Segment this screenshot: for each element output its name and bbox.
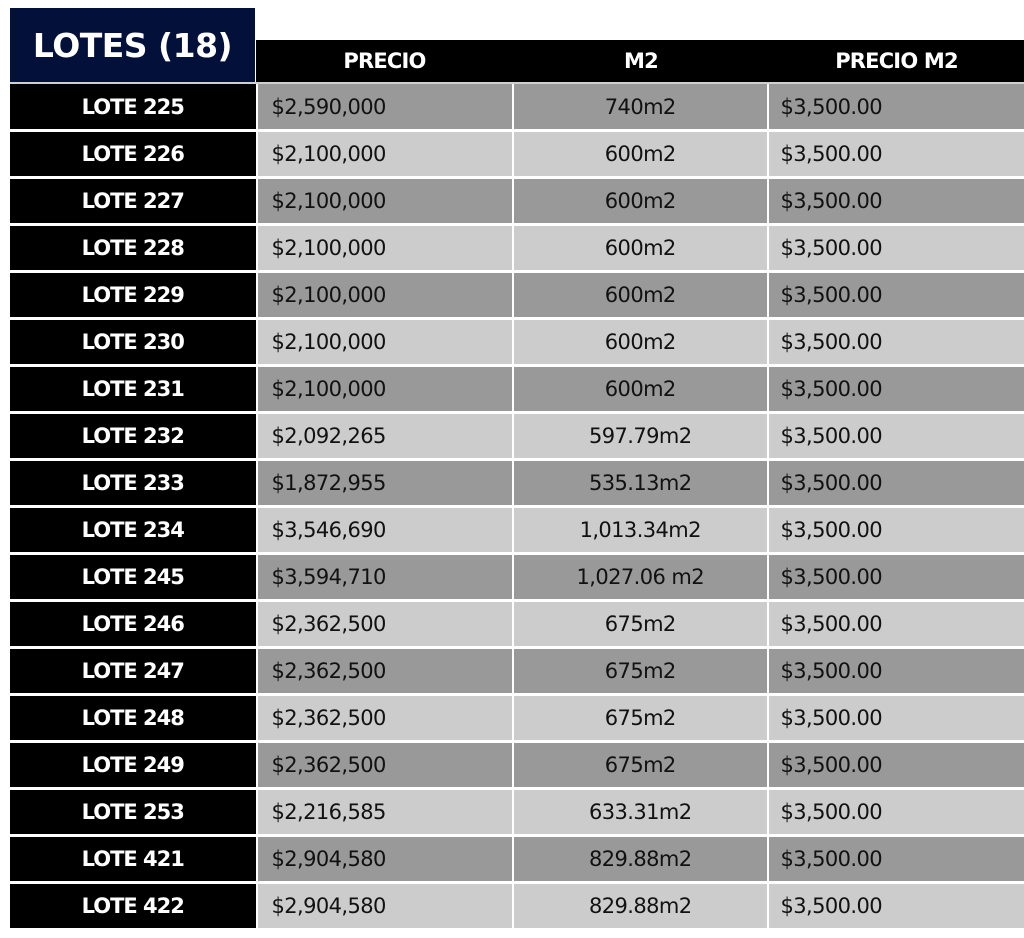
precio-cell: $2,092,265: [258, 414, 513, 458]
m2-cell: 1,013.34m2: [514, 508, 766, 552]
precio-cell: $1,872,955: [258, 461, 513, 505]
precio-m2-cell: $3,500.00: [769, 602, 1024, 646]
precio-cell: $2,100,000: [258, 132, 513, 176]
precio-cell: $2,100,000: [258, 226, 513, 270]
m2-cell: 535.13m2: [514, 461, 766, 505]
precio-m2-cell: $3,500.00: [769, 226, 1024, 270]
table-row: [10, 693, 1024, 740]
lote-cell: LOTE 234: [10, 508, 256, 552]
precio-cell: $2,100,000: [258, 320, 513, 364]
precio-m2-cell: $3,500.00: [769, 461, 1024, 505]
table-row: [10, 787, 1024, 834]
table-row: [10, 270, 1024, 317]
precio-cell: $2,362,500: [258, 602, 513, 646]
lote-cell: LOTE 248: [10, 696, 256, 740]
precio-cell: $3,546,690: [258, 508, 513, 552]
table-row: [10, 552, 1024, 599]
m2-cell: 829.88m2: [514, 884, 766, 928]
table-title: LOTES (18): [10, 8, 255, 82]
m2-cell: 600m2: [514, 273, 766, 317]
lote-cell: LOTE 226: [10, 132, 256, 176]
precio-m2-cell: $3,500.00: [769, 508, 1024, 552]
precio-m2-cell: $3,500.00: [769, 743, 1024, 787]
lote-cell: LOTE 246: [10, 602, 256, 646]
precio-m2-cell: $3,500.00: [769, 555, 1024, 599]
m2-cell: 633.31m2: [514, 790, 766, 834]
precio-cell: $2,100,000: [258, 273, 513, 317]
m2-cell: 600m2: [514, 367, 766, 411]
table-row: [10, 646, 1024, 693]
header-m2: M2: [624, 49, 658, 73]
precio-m2-cell: $3,500.00: [769, 837, 1024, 881]
precio-m2-cell: $3,500.00: [769, 273, 1024, 317]
m2-cell: 600m2: [514, 132, 766, 176]
table-row: [10, 411, 1024, 458]
precio-cell: $2,590,000: [258, 84, 513, 129]
precio-m2-cell: $3,500.00: [769, 790, 1024, 834]
precio-m2-cell: $3,500.00: [769, 884, 1024, 928]
table-header: [256, 40, 1024, 82]
header-precio: PRECIO: [343, 49, 426, 73]
precio-m2-cell: $3,500.00: [769, 179, 1024, 223]
precio-m2-cell: $3,500.00: [769, 84, 1024, 129]
lote-cell: LOTE 230: [10, 320, 256, 364]
table-row: [10, 740, 1024, 787]
lote-cell: LOTE 247: [10, 649, 256, 693]
precio-m2-cell: $3,500.00: [769, 649, 1024, 693]
m2-cell: 600m2: [514, 179, 766, 223]
lote-cell: LOTE 249: [10, 743, 256, 787]
lote-cell: LOTE 228: [10, 226, 256, 270]
table-row: [10, 458, 1024, 505]
precio-cell: $2,362,500: [258, 696, 513, 740]
m2-cell: 675m2: [514, 696, 766, 740]
precio-cell: $2,100,000: [258, 367, 513, 411]
lote-cell: LOTE 232: [10, 414, 256, 458]
lote-cell: LOTE 227: [10, 179, 256, 223]
m2-cell: 829.88m2: [514, 837, 766, 881]
precio-m2-cell: $3,500.00: [769, 132, 1024, 176]
precio-m2-cell: $3,500.00: [769, 414, 1024, 458]
m2-cell: 675m2: [514, 743, 766, 787]
m2-cell: 600m2: [514, 226, 766, 270]
m2-cell: 740m2: [514, 84, 766, 129]
table-row: [10, 129, 1024, 176]
lote-cell: LOTE 225: [10, 84, 256, 129]
lote-cell: LOTE 245: [10, 555, 256, 599]
m2-cell: 1,027.06 m2: [514, 555, 766, 599]
precio-cell: $2,904,580: [258, 884, 513, 928]
lote-cell: LOTE 233: [10, 461, 256, 505]
header-precio-m2: PRECIO M2: [835, 49, 958, 73]
m2-cell: 675m2: [514, 602, 766, 646]
table-row: [10, 881, 1024, 928]
lotes-table: [10, 82, 1024, 928]
lote-cell: LOTE 253: [10, 790, 256, 834]
lote-cell: LOTE 421: [10, 837, 256, 881]
precio-m2-cell: $3,500.00: [769, 696, 1024, 740]
precio-cell: $2,904,580: [258, 837, 513, 881]
table-row: [10, 82, 1024, 129]
precio-m2-cell: $3,500.00: [769, 320, 1024, 364]
table-row: [10, 599, 1024, 646]
m2-cell: 600m2: [514, 320, 766, 364]
m2-cell: 675m2: [514, 649, 766, 693]
precio-cell: $2,216,585: [258, 790, 513, 834]
precio-cell: $3,594,710: [258, 555, 513, 599]
table-row: [10, 834, 1024, 881]
lote-cell: LOTE 422: [10, 884, 256, 928]
lote-cell: LOTE 231: [10, 367, 256, 411]
table-row: [10, 317, 1024, 364]
table-row: [10, 223, 1024, 270]
table-row: [10, 505, 1024, 552]
precio-cell: $2,362,500: [258, 743, 513, 787]
precio-cell: $2,100,000: [258, 179, 513, 223]
precio-m2-cell: $3,500.00: [769, 367, 1024, 411]
m2-cell: 597.79m2: [514, 414, 766, 458]
table-row: [10, 364, 1024, 411]
lote-cell: LOTE 229: [10, 273, 256, 317]
precio-cell: $2,362,500: [258, 649, 513, 693]
table-row: [10, 176, 1024, 223]
